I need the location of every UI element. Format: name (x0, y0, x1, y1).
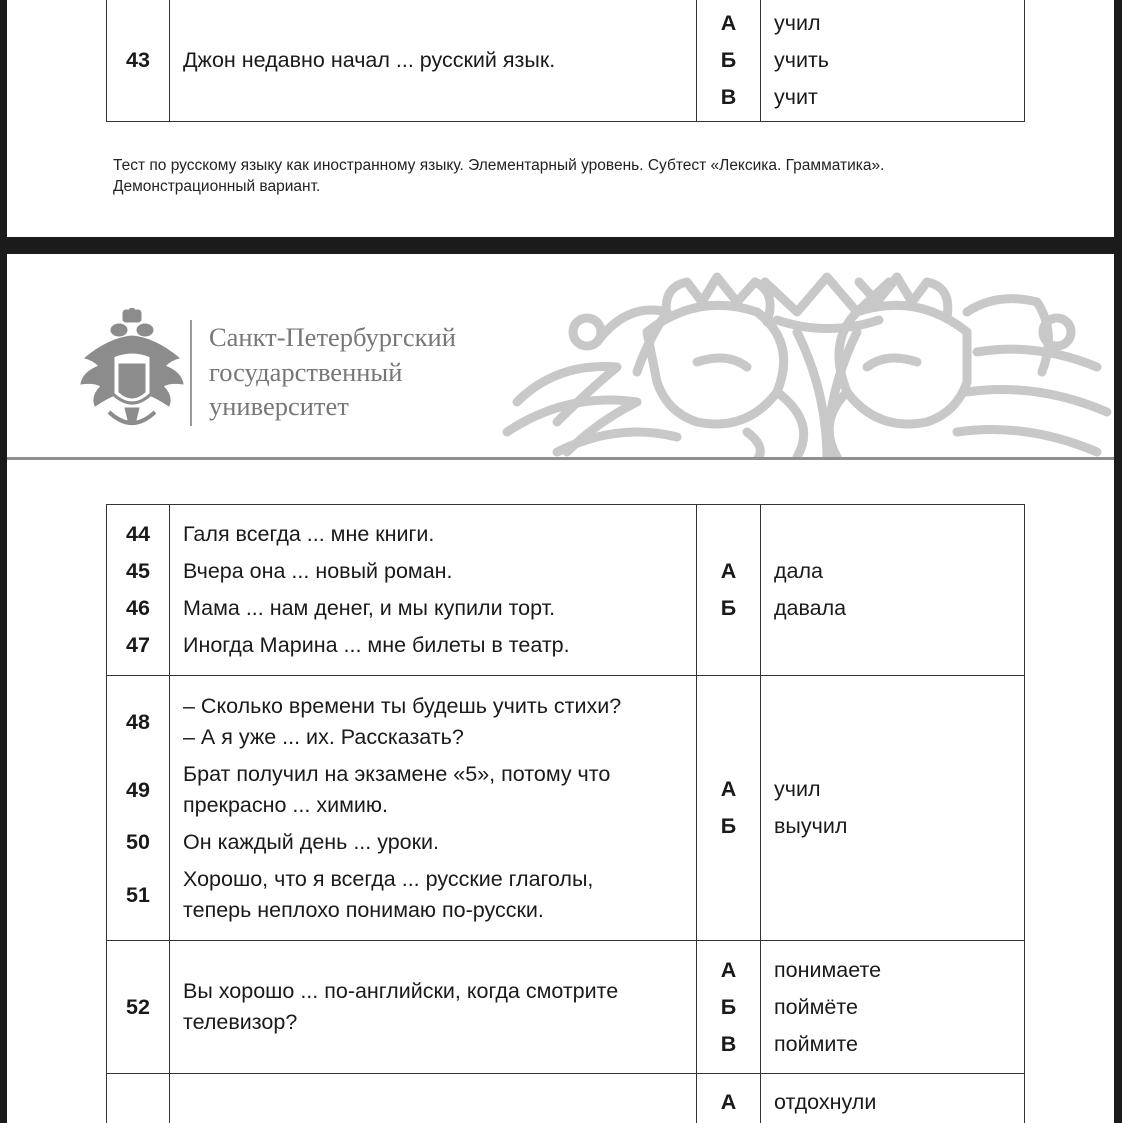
option-letters (697, 505, 761, 676)
question-text (183, 864, 696, 926)
page-top (7, 0, 1114, 237)
option-text: поймите (774, 1031, 858, 1056)
header-divider (190, 320, 192, 426)
question-numbers (107, 505, 170, 676)
question-number: 46 (126, 596, 150, 620)
question-number: 44 (126, 522, 150, 546)
question-text: Джон недавно начал ... русский язык. (170, 0, 697, 122)
question-text-line: Вы хорошо ... по-английски, когда смотрите (183, 979, 619, 1003)
option-letters (697, 0, 761, 122)
question-texts (170, 505, 697, 676)
option-text: учить (774, 47, 830, 72)
question-text (183, 827, 696, 858)
header-rule (7, 457, 1114, 460)
question-text-line: – А я уже ... их. Рассказать? (183, 724, 464, 749)
question-text: Иногда Марина ... мне билеты в театр. (183, 633, 570, 657)
footer-line: Тест по русскому языку как иностранному языку. Элементарный уровень. Субтест «Лексика. Грамматика». (113, 157, 885, 174)
question-text-line: – Сколько времени ты будешь учить стихи? (183, 693, 622, 718)
question-row-43 (107, 0, 1025, 122)
question-number: 52 (107, 941, 170, 1074)
option-letter: А (720, 777, 737, 801)
eagle-ornament-icon (497, 272, 1114, 460)
option-letter: Б (720, 47, 737, 72)
option-texts (761, 0, 1025, 122)
question-texts (170, 676, 697, 941)
question-text (183, 759, 696, 821)
question-table-top (106, 0, 1025, 122)
option-text: поймёте (774, 994, 858, 1019)
question-text (170, 1074, 697, 1123)
question-text (183, 691, 696, 753)
university-name-line: Санкт-Петербургский (209, 322, 456, 352)
question-number: 48 (126, 709, 150, 734)
option-letter: Б (720, 994, 737, 1019)
option-letters (697, 941, 761, 1074)
option-text: учил (774, 10, 821, 35)
question-number: 51 (126, 882, 150, 907)
university-name (209, 320, 456, 424)
question-number: 43 (107, 0, 170, 122)
option-text: дала (774, 559, 824, 583)
question-text-line: Хорошо, что я всегда ... русские глаголы, (183, 866, 594, 891)
page-header (7, 254, 1114, 459)
question-number (107, 1074, 170, 1123)
question-row-52 (107, 941, 1025, 1074)
page-footer-note (113, 155, 1013, 197)
question-text (170, 941, 697, 1074)
page-bottom (7, 254, 1114, 1123)
question-text-line: прекрасно ... химию. (183, 792, 388, 817)
question-text: Вчера она ... новый роман. (183, 559, 453, 583)
question-number: 50 (126, 829, 150, 854)
option-text: учит (774, 84, 818, 109)
option-letter: В (720, 84, 737, 109)
footer-line: Демонстрационный вариант. (113, 178, 321, 195)
question-numbers (107, 676, 170, 941)
option-letter: А (720, 559, 737, 583)
option-texts (761, 505, 1025, 676)
question-row-next (107, 1074, 1025, 1123)
option-text: выучил (774, 814, 848, 838)
option-letter: А (720, 10, 737, 35)
question-text-line: Брат получил на экзамене «5», потому что (183, 761, 611, 786)
university-name-line: государственный (209, 356, 403, 387)
question-text-line: теперь неплохо понимаю по-русски. (183, 897, 544, 922)
university-crest-icon (79, 308, 185, 434)
option-texts (761, 941, 1025, 1074)
option-letter: А (720, 957, 737, 982)
option-letter: В (720, 1031, 737, 1056)
option-text: понимаете (774, 957, 882, 982)
option-letter: Б (720, 814, 737, 838)
question-table (106, 504, 1025, 1123)
university-name-line: университет (209, 391, 349, 421)
option-letter: Б (720, 596, 737, 620)
option-letters (697, 1074, 761, 1123)
question-number: 45 (126, 559, 150, 583)
question-group-44-47 (107, 505, 1025, 676)
option-text: учил (774, 777, 821, 801)
option-letters (697, 676, 761, 941)
question-text-line: телевизор? (183, 1010, 298, 1034)
option-text: давала (774, 596, 847, 620)
question-text-line: Он каждый день ... уроки. (183, 829, 440, 854)
question-text: Галя всегда ... мне книги. (183, 522, 435, 546)
question-number: 49 (126, 777, 150, 802)
option-texts (761, 1074, 1025, 1123)
question-number: 47 (126, 633, 150, 657)
option-text: отдохнули (774, 1090, 877, 1114)
option-texts (761, 676, 1025, 941)
option-letter: А (720, 1090, 737, 1114)
question-group-48-51 (107, 676, 1025, 941)
question-text: Мама ... нам денег, и мы купили торт. (183, 596, 556, 620)
